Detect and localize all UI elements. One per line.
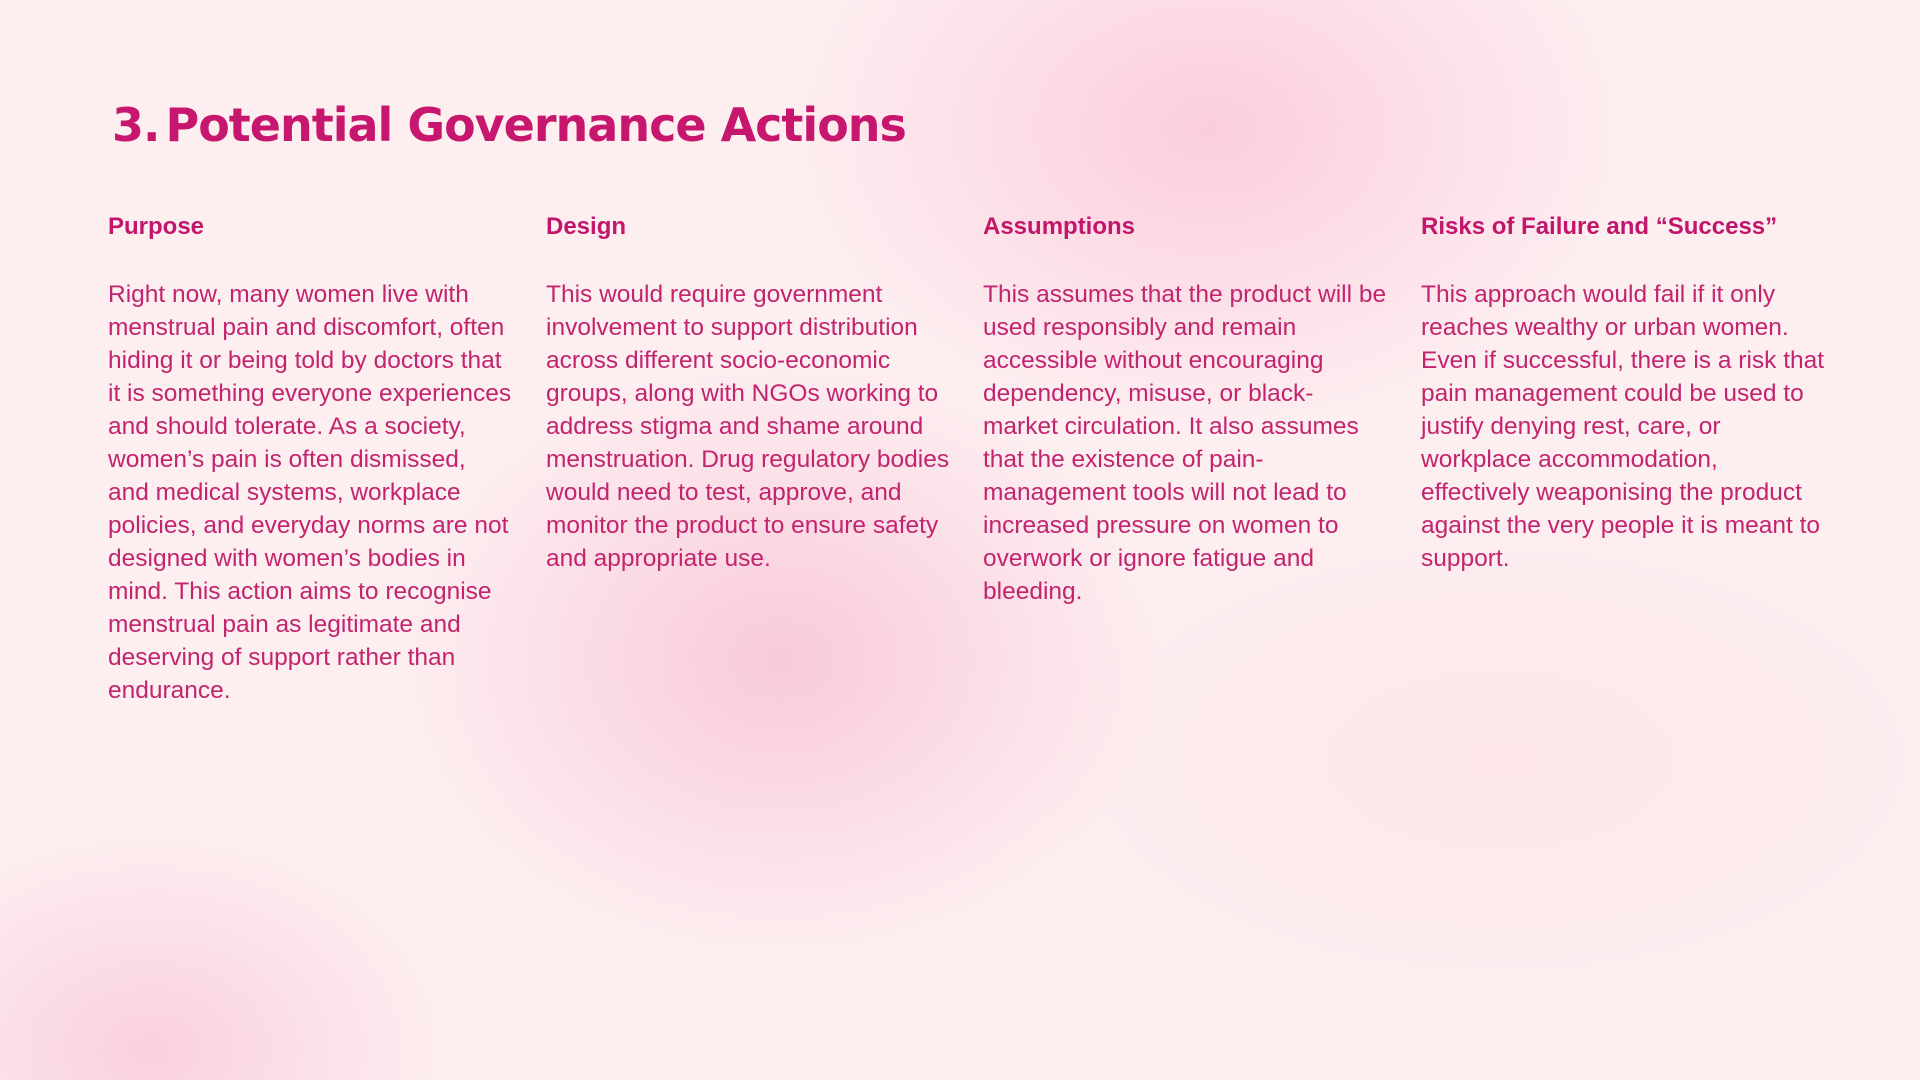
- assumptions-body: This assumes that the product will be used responsibly and remain accessible without encouraging dependency, misuse, or black-market circulation. It also assumes that the existence of pain-management tools will not lead to increased pressure on women to overwork or ignore fatigue and bleeding.: [983, 281, 1387, 605]
- assumptions-heading: Assumptions: [983, 213, 1136, 240]
- risks-heading: Risks of Failure and “Success”: [1421, 213, 1778, 240]
- design-heading: Design: [546, 213, 627, 240]
- purpose-body: Right now, many women live with menstrual pain and discomfort, often hiding it or being told by doctors that it is something everyone experiences and should tolerate. As a society, women’s pain is often dismissed, and medical systems, workplace policies, and everyday norms are not designed with women’s bodies in mind. This action aims to recognise menstrual pain as legitimate and deserving of support rather than endurance.: [108, 281, 512, 704]
- assumptions-column: [983, 212, 1388, 608]
- slide-title-text: Potential Governance Actions: [165, 98, 906, 152]
- design-body: This would require government involvement to support distribution across different socio-economic groups, along with NGOs working to address stigma and shame around menstruation. Drug regulatory bodies would need to test, approve, and monitor the product to ensure safety and appropriate use.: [546, 281, 950, 572]
- purpose-column: [108, 212, 513, 707]
- risks-column: [1421, 212, 1826, 575]
- purpose-heading: Purpose: [108, 213, 205, 240]
- slide-title-number: 3.: [112, 98, 160, 152]
- risks-body: This approach would fail if it only reaches wealthy or urban women. Even if successful, there is a risk that pain management could be used to justify denying rest, care, or workplace accommodation, effectively weaponising the product against the very people it is meant to support.: [1421, 281, 1825, 572]
- slide-title: [112, 98, 906, 152]
- design-column: [546, 212, 951, 575]
